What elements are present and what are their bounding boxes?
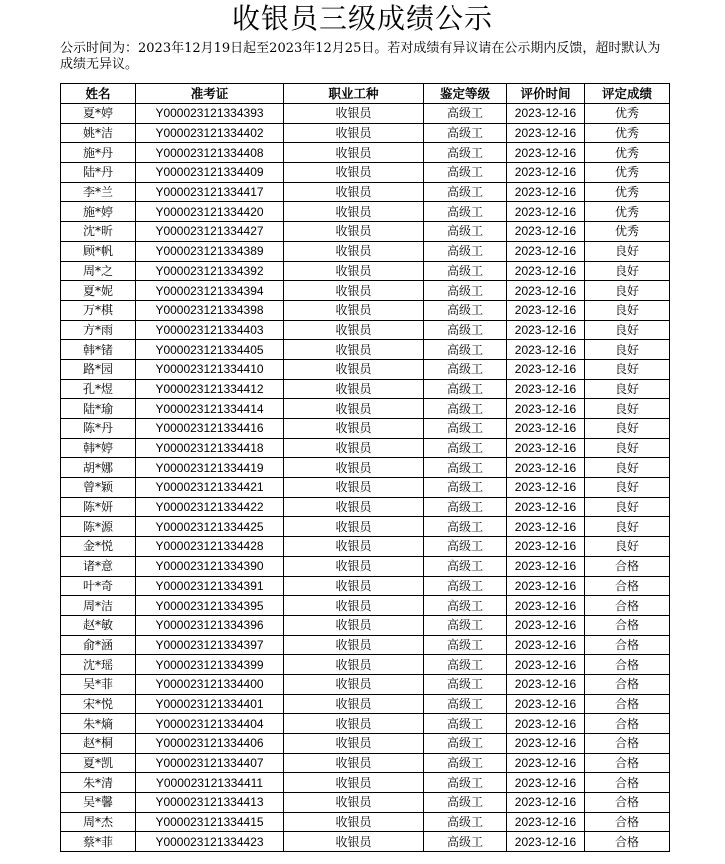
cell-eval-date: 2023-12-16 [507,556,585,576]
cell-eval-date: 2023-12-16 [507,261,585,281]
cell-grade: 合格 [585,576,670,596]
cell-name: 韩*婷 [61,438,136,458]
table-row [61,123,670,143]
cell-eval-date: 2023-12-16 [507,143,585,163]
cell-occupation: 收银员 [284,694,424,714]
cell-eval-date: 2023-12-16 [507,104,585,124]
cell-name: 施*婷 [61,202,136,222]
table-row [61,556,670,576]
table-row [61,104,670,124]
cell-grade: 合格 [585,635,670,655]
cell-eval-date: 2023-12-16 [507,714,585,734]
cell-name: 吴*菲 [61,674,136,694]
cell-name: 陆*丹 [61,163,136,183]
cell-name: 蔡*菲 [61,832,136,852]
cell-name: 韩*锗 [61,340,136,360]
cell-grade: 合格 [585,556,670,576]
table-row [61,359,670,379]
cell-occupation: 收银员 [284,340,424,360]
cell-level: 高级工 [424,734,507,754]
cell-eval-date: 2023-12-16 [507,163,585,183]
table-row [61,281,670,301]
cell-level: 高级工 [424,241,507,261]
cell-eval-date: 2023-12-16 [507,655,585,675]
header-eval-date: 评价时间 [507,84,585,104]
cell-exam-id: Y000023121334418 [136,438,284,458]
cell-exam-id: Y000023121334414 [136,399,284,419]
cell-level: 高级工 [424,143,507,163]
cell-grade: 合格 [585,615,670,635]
cell-grade: 优秀 [585,202,670,222]
header-name: 姓名 [61,84,136,104]
cell-grade: 合格 [585,734,670,754]
cell-exam-id: Y000023121334417 [136,182,284,202]
cell-eval-date: 2023-12-16 [507,419,585,439]
cell-eval-date: 2023-12-16 [507,793,585,813]
table-row [61,182,670,202]
cell-exam-id: Y000023121334413 [136,793,284,813]
cell-name: 夏*凯 [61,753,136,773]
cell-level: 高级工 [424,419,507,439]
cell-name: 陈*丹 [61,419,136,439]
header-exam-id: 准考证 [136,84,284,104]
cell-exam-id: Y000023121334405 [136,340,284,360]
cell-exam-id: Y000023121334422 [136,497,284,517]
cell-name: 叶*奇 [61,576,136,596]
cell-occupation: 收银员 [284,300,424,320]
cell-name: 俞*涵 [61,635,136,655]
cell-level: 高级工 [424,478,507,498]
cell-level: 高级工 [424,300,507,320]
cell-name: 周*杰 [61,812,136,832]
cell-exam-id: Y000023121334425 [136,517,284,537]
table-row [61,773,670,793]
cell-exam-id: Y000023121334419 [136,458,284,478]
cell-level: 高级工 [424,340,507,360]
cell-name: 陈*妍 [61,497,136,517]
cell-grade: 良好 [585,438,670,458]
cell-grade: 合格 [585,714,670,734]
cell-exam-id: Y000023121334399 [136,655,284,675]
cell-name: 姚*洁 [61,123,136,143]
cell-occupation: 收银员 [284,438,424,458]
cell-eval-date: 2023-12-16 [507,458,585,478]
cell-occupation: 收银员 [284,419,424,439]
cell-eval-date: 2023-12-16 [507,517,585,537]
cell-exam-id: Y000023121334397 [136,635,284,655]
cell-occupation: 收银员 [284,714,424,734]
table-row [61,793,670,813]
cell-level: 高级工 [424,576,507,596]
table-row [61,635,670,655]
cell-eval-date: 2023-12-16 [507,182,585,202]
cell-eval-date: 2023-12-16 [507,537,585,557]
table-header-row [61,84,670,104]
cell-level: 高级工 [424,753,507,773]
cell-exam-id: Y000023121334408 [136,143,284,163]
cell-grade: 合格 [585,694,670,714]
cell-grade: 合格 [585,773,670,793]
cell-exam-id: Y000023121334409 [136,163,284,183]
cell-name: 陆*瑜 [61,399,136,419]
cell-grade: 良好 [585,478,670,498]
cell-level: 高级工 [424,655,507,675]
cell-eval-date: 2023-12-16 [507,753,585,773]
cell-occupation: 收银员 [284,202,424,222]
cell-level: 高级工 [424,202,507,222]
table-row [61,596,670,616]
cell-exam-id: Y000023121334392 [136,261,284,281]
cell-level: 高级工 [424,222,507,242]
cell-grade: 优秀 [585,123,670,143]
table-row [61,734,670,754]
cell-occupation: 收银员 [284,596,424,616]
cell-exam-id: Y000023121334411 [136,773,284,793]
cell-exam-id: Y000023121334389 [136,241,284,261]
cell-name: 沈*昕 [61,222,136,242]
cell-exam-id: Y000023121334403 [136,320,284,340]
cell-name: 周*洁 [61,596,136,616]
cell-occupation: 收银员 [284,320,424,340]
table-row [61,163,670,183]
cell-grade: 良好 [585,517,670,537]
cell-grade: 合格 [585,793,670,813]
cell-level: 高级工 [424,379,507,399]
cell-level: 高级工 [424,104,507,124]
cell-level: 高级工 [424,537,507,557]
cell-exam-id: Y000023121334391 [136,576,284,596]
cell-eval-date: 2023-12-16 [507,832,585,852]
cell-grade: 良好 [585,497,670,517]
cell-name: 夏*妮 [61,281,136,301]
table-row [61,497,670,517]
cell-name: 周*之 [61,261,136,281]
cell-grade: 优秀 [585,163,670,183]
cell-exam-id: Y000023121334427 [136,222,284,242]
cell-name: 赵*桐 [61,734,136,754]
cell-name: 万*棋 [61,300,136,320]
cell-eval-date: 2023-12-16 [507,359,585,379]
cell-grade: 合格 [585,596,670,616]
table-row [61,753,670,773]
table-row [61,655,670,675]
cell-level: 高级工 [424,438,507,458]
cell-occupation: 收银员 [284,734,424,754]
cell-name: 曾*颖 [61,478,136,498]
cell-name: 吴*馨 [61,793,136,813]
cell-grade: 良好 [585,281,670,301]
cell-exam-id: Y000023121334423 [136,832,284,852]
cell-eval-date: 2023-12-16 [507,379,585,399]
cell-occupation: 收银员 [284,773,424,793]
cell-eval-date: 2023-12-16 [507,635,585,655]
cell-level: 高级工 [424,773,507,793]
cell-occupation: 收银员 [284,478,424,498]
cell-eval-date: 2023-12-16 [507,300,585,320]
cell-grade: 良好 [585,379,670,399]
cell-level: 高级工 [424,261,507,281]
cell-grade: 良好 [585,340,670,360]
cell-grade: 良好 [585,419,670,439]
cell-grade: 合格 [585,812,670,832]
cell-exam-id: Y000023121334415 [136,812,284,832]
cell-occupation: 收银员 [284,812,424,832]
cell-level: 高级工 [424,458,507,478]
cell-grade: 良好 [585,399,670,419]
cell-level: 高级工 [424,812,507,832]
cell-eval-date: 2023-12-16 [507,320,585,340]
cell-eval-date: 2023-12-16 [507,399,585,419]
cell-exam-id: Y000023121334400 [136,674,284,694]
cell-occupation: 收银员 [284,163,424,183]
table-row [61,812,670,832]
cell-eval-date: 2023-12-16 [507,497,585,517]
table-row [61,674,670,694]
cell-occupation: 收银员 [284,556,424,576]
cell-eval-date: 2023-12-16 [507,222,585,242]
cell-occupation: 收银员 [284,832,424,852]
cell-occupation: 收银员 [284,359,424,379]
table-row [61,320,670,340]
cell-exam-id: Y000023121334428 [136,537,284,557]
cell-grade: 合格 [585,655,670,675]
cell-grade: 优秀 [585,104,670,124]
cell-level: 高级工 [424,694,507,714]
cell-name: 陈*源 [61,517,136,537]
cell-level: 高级工 [424,399,507,419]
cell-grade: 良好 [585,359,670,379]
table-row [61,340,670,360]
cell-name: 李*兰 [61,182,136,202]
cell-exam-id: Y000023121334416 [136,419,284,439]
cell-exam-id: Y000023121334407 [136,753,284,773]
cell-level: 高级工 [424,123,507,143]
cell-name: 朱*熵 [61,714,136,734]
table-row [61,143,670,163]
cell-occupation: 收银员 [284,576,424,596]
cell-level: 高级工 [424,674,507,694]
cell-name: 顾*帆 [61,241,136,261]
cell-eval-date: 2023-12-16 [507,281,585,301]
cell-level: 高级工 [424,832,507,852]
table-row [61,694,670,714]
cell-occupation: 收银员 [284,458,424,478]
cell-grade: 良好 [585,261,670,281]
cell-exam-id: Y000023121334393 [136,104,284,124]
table-row [61,438,670,458]
cell-occupation: 收银员 [284,753,424,773]
cell-name: 路*园 [61,359,136,379]
cell-eval-date: 2023-12-16 [507,202,585,222]
cell-grade: 良好 [585,458,670,478]
cell-eval-date: 2023-12-16 [507,694,585,714]
cell-occupation: 收银员 [284,143,424,163]
cell-exam-id: Y000023121334390 [136,556,284,576]
cell-grade: 优秀 [585,222,670,242]
cell-level: 高级工 [424,517,507,537]
cell-occupation: 收银员 [284,182,424,202]
header-grade: 评定成绩 [585,84,670,104]
cell-grade: 合格 [585,832,670,852]
cell-name: 夏*婷 [61,104,136,124]
cell-occupation: 收银员 [284,222,424,242]
cell-exam-id: Y000023121334410 [136,359,284,379]
cell-name: 施*丹 [61,143,136,163]
cell-exam-id: Y000023121334395 [136,596,284,616]
table-row [61,222,670,242]
cell-name: 金*悦 [61,537,136,557]
cell-eval-date: 2023-12-16 [507,596,585,616]
cell-occupation: 收银员 [284,104,424,124]
table-row [61,379,670,399]
cell-occupation: 收银员 [284,655,424,675]
table-row [61,615,670,635]
cell-name: 方*雨 [61,320,136,340]
results-table [60,83,670,852]
cell-occupation: 收银员 [284,497,424,517]
cell-level: 高级工 [424,596,507,616]
table-row [61,478,670,498]
cell-exam-id: Y000023121334404 [136,714,284,734]
table-row [61,261,670,281]
cell-grade: 合格 [585,674,670,694]
cell-level: 高级工 [424,635,507,655]
cell-eval-date: 2023-12-16 [507,241,585,261]
cell-eval-date: 2023-12-16 [507,773,585,793]
cell-occupation: 收银员 [284,241,424,261]
header-occupation: 职业工种 [284,84,424,104]
table-row [61,202,670,222]
cell-name: 胡*娜 [61,458,136,478]
table-row [61,419,670,439]
table-row [61,241,670,261]
table-row [61,399,670,419]
cell-level: 高级工 [424,182,507,202]
cell-level: 高级工 [424,714,507,734]
cell-eval-date: 2023-12-16 [507,478,585,498]
cell-eval-date: 2023-12-16 [507,438,585,458]
cell-level: 高级工 [424,320,507,340]
cell-occupation: 收银员 [284,399,424,419]
cell-eval-date: 2023-12-16 [507,615,585,635]
cell-eval-date: 2023-12-16 [507,340,585,360]
cell-name: 朱*清 [61,773,136,793]
cell-occupation: 收银员 [284,123,424,143]
cell-exam-id: Y000023121334398 [136,300,284,320]
cell-exam-id: Y000023121334402 [136,123,284,143]
cell-exam-id: Y000023121334406 [136,734,284,754]
table-row [61,458,670,478]
cell-level: 高级工 [424,163,507,183]
page-title: 收银员三级成绩公示 [231,2,493,35]
table-row [61,832,670,852]
header-level: 鉴定等级 [424,84,507,104]
cell-level: 高级工 [424,281,507,301]
cell-occupation: 收银员 [284,537,424,557]
cell-exam-id: Y000023121334401 [136,694,284,714]
cell-level: 高级工 [424,359,507,379]
notice-text: 公示时间为：2023年12月19日起至2023年12月25日。若对成绩有异议请在公示期内反馈，超时默认为成绩无异议。 [60,41,661,72]
cell-exam-id: Y000023121334420 [136,202,284,222]
table-row [61,576,670,596]
cell-exam-id: Y000023121334412 [136,379,284,399]
table-row [61,517,670,537]
table-row [61,300,670,320]
cell-name: 孔*煜 [61,379,136,399]
cell-eval-date: 2023-12-16 [507,812,585,832]
cell-name: 沈*瑶 [61,655,136,675]
cell-occupation: 收银员 [284,261,424,281]
cell-name: 宋*悦 [61,694,136,714]
cell-occupation: 收银员 [284,635,424,655]
cell-grade: 优秀 [585,182,670,202]
cell-level: 高级工 [424,556,507,576]
cell-grade: 合格 [585,753,670,773]
cell-occupation: 收银员 [284,674,424,694]
cell-occupation: 收银员 [284,281,424,301]
cell-eval-date: 2023-12-16 [507,576,585,596]
cell-eval-date: 2023-12-16 [507,674,585,694]
cell-grade: 良好 [585,320,670,340]
cell-name: 诸*意 [61,556,136,576]
cell-grade: 良好 [585,537,670,557]
table-row [61,537,670,557]
cell-occupation: 收银员 [284,517,424,537]
cell-exam-id: Y000023121334421 [136,478,284,498]
cell-eval-date: 2023-12-16 [507,734,585,754]
cell-eval-date: 2023-12-16 [507,123,585,143]
cell-name: 赵*敏 [61,615,136,635]
table-row [61,714,670,734]
cell-level: 高级工 [424,497,507,517]
cell-occupation: 收银员 [284,615,424,635]
cell-occupation: 收银员 [284,793,424,813]
cell-exam-id: Y000023121334396 [136,615,284,635]
cell-exam-id: Y000023121334394 [136,281,284,301]
cell-occupation: 收银员 [284,379,424,399]
cell-level: 高级工 [424,793,507,813]
cell-level: 高级工 [424,615,507,635]
cell-grade: 良好 [585,300,670,320]
cell-grade: 优秀 [585,143,670,163]
cell-grade: 良好 [585,241,670,261]
